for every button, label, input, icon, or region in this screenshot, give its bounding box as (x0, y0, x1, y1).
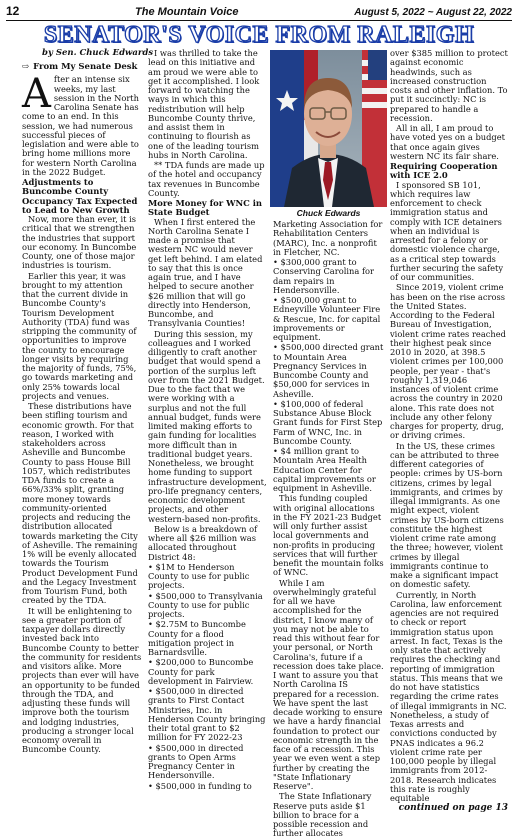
section-heading-occupancy-tax: Adjustments to Buncombe County Occupancy Tax Expected to Lead to New Growth (22, 177, 138, 215)
paragraph: These distributions have been stifling tourism and economic growth. For that reason, I worked with stakeholders across Asheville and Buncombe County to pass House Bill 1057, which redistributes TDA funds to create a 66%/33% split, granting more money towards community-oriented projects and reducing the distribution allocated towards marketing the City of Asheville. The remaining 1% will be evenly allocated towards the Tourism Product Development Fund and the Legacy Investment from Tourism Fund, both created by the TDA. (22, 401, 138, 606)
paragraph: Now, more than ever, it is critical that we strengthen the industries that support our economy. In Buncombe County, one of those major industries is tourism. (22, 214, 137, 271)
paragraph: I was thrilled to take the lead on this initiative and am proud we were able to get it accomplished. I look forward to watching the ways in which this redistribution will help Buncombe County thrive, and assist them in continuing to flourish as one of the leading tourism hubs in North Carolina. (148, 48, 260, 160)
drop-cap: A (22, 71, 51, 118)
list-item: • $500,000 to Transylvania County to use for public projects. (148, 590, 263, 619)
list-item: • $500,000 in directed grants to First Contact Ministries, Inc. in Henderson County bringing their total grant to $2 million for FY 2022-23 (148, 686, 266, 743)
desk-label: From My Senate Desk (33, 62, 138, 72)
paragraph: Earlier this year, it was brought to my attention that the current divide in Buncombe County's Tourism Development Authority (TDA) fund was stripping the community of opportunities to improve the county to encourage longer visits by requiring the majority of funds, 75%, go towards marketing and only 25% towards local projects and venues. (22, 270, 137, 401)
paragraph: I sponsored SB 101, which requires law enforcement to check immigration status and comply with ICE detainers when an individual is arrested for a felony or domestic violence charge, as a critical step towards further securing the safety of our communities. (390, 179, 504, 282)
section-heading-budget: More Money for WNC in State Budget (148, 198, 262, 218)
list-item: • $500,000 in directed grants to Open Arms Pregnancy Center in Hendersonville. (148, 742, 244, 781)
article-title: SENATOR'S VOICE FROM RALEIGH (43, 22, 475, 48)
list-item: • $100,000 of federal Substance Abuse Block Grant funds for First Step Farm of WNC, Inc. in Buncombe County. (273, 398, 383, 446)
arrow-right-icon: ⇨ (22, 62, 30, 72)
paragraph: The State Inflationary Reserve puts aside $1 billion to brace for a possible recession and further allocates (273, 791, 372, 839)
column-3 (273, 219, 385, 839)
paragraph: Since 2019, violent crime has been on the rise across the United States. According to the Federal Bureau of Investigation, violent crime rates reached their highest peak since 2010 in 2020, at 398.5 violent crimes per 100,000 people, per year - that's roughly 1,319,046 instances of violent crime across the country in 2020 alone. This rate does not include any other felony charges for property, drug, or driving crimes. (390, 282, 506, 441)
masthead: The Mountain Voice (135, 6, 239, 18)
paragraph: All in all, I am proud to have voted yes on a budget that once again gives western NC its fair share. (390, 123, 505, 161)
list-item: • $500,000 grant to Edneyville Volunteer Fire & Rescue, Inc. for capital improvements or equipment. (273, 295, 381, 342)
list-item: • $200,000 to Buncombe County for park development in Fairview. (148, 657, 254, 686)
issue-dates: August 5, 2022 ~ August 22, 2022 (354, 7, 512, 18)
column-4 (390, 48, 508, 814)
list-item: • $1M to Henderson County to use for public projects. (148, 561, 250, 591)
paragraph: When I first entered the North Carolina Senate I made a promise that western NC would never get left behind. I am elated to say that this is once again true, and I have helped to secure another $26 million that will go directly into Henderson, Buncombe, and Transylvania Counties! (148, 216, 263, 329)
senator-photo (270, 50, 387, 207)
paragraph: Marketing Association for Rehabilitation Centers (MARC), Inc. a nonprofit in Fletcher, NC. (273, 219, 383, 257)
list-item: • $300,000 grant to Conserving Carolina for dam repairs in Hendersonville. (273, 257, 374, 295)
byline: by Sen. Chuck Edwards (42, 48, 154, 58)
list-item: • $4 million grant to Mountain Area Health Education Center for capital improvements or equipment in Asheville. (273, 446, 376, 493)
paragraph: It will be enlightening to see a greater portion of taxpayer dollars directly invested back into Buncombe County to better the community for residents and visitors alike. More projects than ever will have an opportunity to be funded through the TDA, and adjusting these funds will improve both the tourism and lodging industries, producing a stronger local economy overall in Buncombe County. (22, 605, 142, 755)
continued-link[interactable]: continued on page 13 (398, 803, 508, 814)
portrait-illustration (270, 50, 387, 207)
intro-paragraph (22, 71, 142, 177)
section-heading-ice: Requiring Cooperation with ICE 2.0 (390, 161, 498, 181)
list-item: • $500,000 in funding to (148, 780, 252, 791)
paragraph: ** TDA funds are made up of the hotel and occupancy tax revenues in Buncombe County. (148, 160, 265, 198)
intro-text: fter an intense six weeks, my last session in the North Carolina Senate has come to an end. In this session, we had numerous successful pieces of legislation and were able to bring home millions more for western North Carolina in the 2022 Budget. (22, 74, 139, 177)
paragraph: During this session, my colleagues and I worked diligently to craft another budget that would spend a portion of the surplus left over from the 2021 Budget. Due to the fact that we were working with a surplus and not the full annual budget, funds were limited making efforts to gain funding for localities more difficult than in traditional budget years. Nonetheless, we brought home funding to support infrastructure development, pro-life pregnancy centers, economic development projects, and other western-based non-profits. (148, 328, 267, 524)
page-number: 12 (6, 4, 20, 18)
column-2 (148, 49, 267, 797)
desk-heading (22, 63, 142, 72)
column-1 (22, 63, 142, 797)
list-item: • $500,000 directed grant to Mountain Area Pregnancy Services in Buncombe County and $50,000 for services in Asheville. (273, 342, 384, 399)
page-header (6, 4, 512, 18)
paragraph: This funding coupled with original allocations in the FY 2021-23 Budget will only further assist local governments and non-profits in producing services that will further benefit the mountain folks of WNC. (273, 493, 384, 578)
paragraph: Currently, in North Carolina, law enforcement agencies are not required to check or report immigration status upon arrest. In fact, Texas is the only state that actively requires the checking and reporting of immigration status. This means that we do not have statistics regarding the crime rates of illegal immigrants in NC. Nonetheless, a study of Texas arrests and convictions conducted by PNAS indicates a 96.2 violent crime rate per 100,000 people by illegal immigrants from 2012-2018. Research indicates this rate is roughly equitable (390, 589, 507, 803)
paragraph: over $385 million to protect against economic headwinds, such as increased construction costs and other inflation. To put it succinctly: NC is prepared to handle a recession. (390, 48, 508, 123)
paragraph: Below is a breakdown of where all $26 million was allocated throughout District 48: (148, 523, 258, 562)
paragraph: In the US, these crimes can be attributed to three different categories of people: crimes by US-born citizens, crimes by legal immigrants, and crimes by illegal immigrants. As one might expect, violent crimes by US-born citizens constitute the highest violent crime rate among the three; however, violent crimes by illegal immigrants continue to make a significant impact on domestic safety. (390, 440, 504, 590)
paragraph: While I am overwhelmingly grateful for all we have accomplished for the district, I know many of you may not be able to read this without fear for your personal, or North Carolina's, future if a recession does take place. I want to assure you that North Carolina IS prepared for a recession. We have spent the last decade working to ensure we have a hardy financial foundation to protect our economic strength in the face of a recession. This year we even went a step further by creating the "State Inflationary Reserve". (273, 577, 384, 791)
photo-caption: Chuck Edwards (296, 208, 361, 218)
header-rule (6, 20, 512, 21)
list-item: • $2.75M to Buncombe County for a flood mitigation project in Barnardsville. (148, 619, 246, 657)
